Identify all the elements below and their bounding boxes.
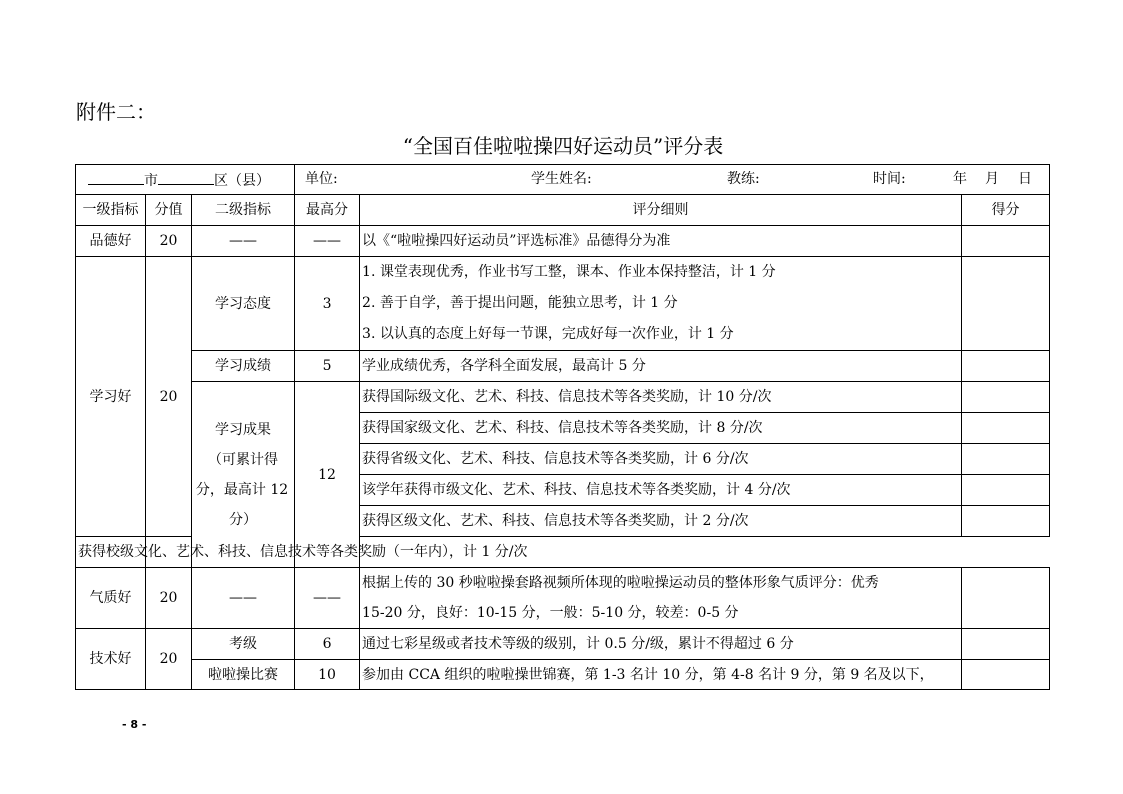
achievement-detail-3: 获得省级文化、艺术、科技、信息技术等各类奖励，计 6 分/次 (360, 444, 962, 475)
achievement-detail-2: 获得国家级文化、艺术、科技、信息技术等各类奖励，计 8 分/次 (360, 413, 962, 444)
meta-cell (295, 165, 1050, 195)
xuexi-name: 学习好 (76, 257, 146, 537)
achievements-max: 12 (295, 382, 360, 568)
achievements-name-line-1: 学习成果 (215, 421, 272, 438)
time-label: 时间: (873, 171, 906, 187)
jishu-sub-2: 啦啦操比赛 (192, 660, 295, 690)
jishu-sub-1: 考级 (192, 629, 295, 660)
page-number: - 8 - (122, 718, 147, 731)
jishu-max-2: 10 (295, 660, 360, 690)
attachment-label: 附件二： (76, 100, 156, 124)
row-jishu-1 (76, 629, 1050, 660)
jishu-score: 20 (146, 629, 192, 690)
qizhi-detail-line-2: 15-20 分，良好：10-15 分，一般：5-10 分，较差：0-5 分 (362, 605, 739, 621)
grades-detail: 学业成绩优秀，各学科全面发展，最高计 5 分 (360, 351, 962, 382)
row-qizhi (76, 568, 1050, 629)
pinde-max: —— (295, 226, 360, 257)
row-jishu-2 (76, 660, 1050, 690)
achievements-name-line-4: 分） (229, 511, 258, 528)
col-level2: 二级指标 (192, 195, 295, 226)
achievement-score-input-3[interactable] (962, 444, 1050, 475)
pinde-detail: 以《“啦啦操四好运动员”评选标准》品德得分为准 (360, 226, 962, 257)
achievements-name-line-2: （可累计得 (208, 451, 279, 468)
jishu-score-input-2[interactable] (962, 660, 1050, 690)
jishu-name: 技术好 (76, 629, 146, 690)
attitude-name: 学习态度 (192, 257, 295, 351)
qizhi-max: —— (295, 568, 360, 629)
form-title: “全国百佳啦啦操四好运动员”评分表 (402, 134, 724, 158)
jishu-detail-2: 参加由 CCA 组织的啦啦操世锦赛，第 1-3 名计 10 分，第 4-8 名计 9 分，第 9 名及以下， (360, 660, 962, 690)
grades-name: 学习成绩 (192, 351, 295, 382)
achievements-name (192, 382, 295, 568)
achievement-detail-6: 获得校级文化、艺术、科技、信息技术等各类奖励（一年内），计 1 分/次 (76, 537, 146, 568)
achievement-score-input-5[interactable] (962, 506, 1050, 537)
column-header-row (76, 195, 1050, 226)
pinde-name: 品德好 (76, 226, 146, 257)
qizhi-detail (360, 568, 962, 629)
col-score: 分值 (146, 195, 192, 226)
info-row (76, 165, 1050, 195)
qizhi-detail-line-1: 根据上传的 30 秒啦啦操套路视频所体现的啦啦操运动员的整体形象气质评分：优秀 (362, 575, 879, 591)
attitude-detail-3: 3. 以认真的态度上好每一节课，完成好每一次作业，计 1 分 (362, 326, 734, 342)
city-suffix: 市 (144, 173, 158, 189)
col-level1: 一级指标 (76, 195, 146, 226)
jishu-detail-1: 通过七彩星级或者技术等级的级别，计 0.5 分/级，累计不得超过 6 分 (360, 629, 962, 660)
qizhi-score-input[interactable] (962, 568, 1050, 629)
col-detail: 评分细则 (360, 195, 962, 226)
score-table (75, 164, 1050, 690)
coach-label: 教练: (727, 171, 760, 187)
month-label: 月 (985, 171, 1000, 187)
achievement-detail-4: 该学年获得市级文化、艺术、科技、信息技术等各类奖励，计 4 分/次 (360, 475, 962, 506)
district-suffix: 区（县） (214, 173, 270, 189)
row-xuexi-grades (76, 351, 1050, 382)
grades-score-input[interactable] (962, 351, 1050, 382)
row-pinde (76, 226, 1050, 257)
jishu-score-input-1[interactable] (962, 629, 1050, 660)
achievement-detail-1: 获得国际级文化、艺术、科技、信息技术等各类奖励，计 10 分/次 (360, 382, 962, 413)
region-cell (76, 165, 295, 195)
xuexi-score: 20 (146, 257, 192, 537)
pinde-score: 20 (146, 226, 192, 257)
achievement-score-input-4[interactable] (962, 475, 1050, 506)
row-achieve-1 (76, 382, 1050, 413)
col-max: 最高分 (295, 195, 360, 226)
district-blank[interactable] (158, 170, 214, 185)
achievements-name-line-3: 分，最高计 12 (195, 481, 289, 498)
attitude-details (360, 257, 962, 351)
city-blank[interactable] (88, 170, 144, 185)
grades-max: 5 (295, 351, 360, 382)
year-label: 年 (953, 171, 968, 187)
col-got: 得分 (962, 195, 1050, 226)
attitude-score-input[interactable] (962, 257, 1050, 351)
qizhi-sub: —— (192, 568, 295, 629)
jishu-max-1: 6 (295, 629, 360, 660)
row-xuexi-attitude-1 (76, 257, 1050, 288)
qizhi-name: 气质好 (76, 568, 146, 629)
attitude-detail-1: 1. 课堂表现优秀，作业书写工整，课本、作业本保持整洁，计 1 分 (362, 264, 776, 280)
pinde-score-input[interactable] (962, 226, 1050, 257)
pinde-sub: —— (192, 226, 295, 257)
achievement-score-input-1[interactable] (962, 382, 1050, 413)
qizhi-score: 20 (146, 568, 192, 629)
achievement-detail-5: 获得区级文化、艺术、科技、信息技术等各类奖励，计 2 分/次 (360, 506, 962, 537)
day-label: 日 (1018, 171, 1033, 187)
attitude-detail-2: 2. 善于自学，善于提出问题，能独立思考，计 1 分 (362, 295, 678, 311)
student-label: 学生姓名: (531, 171, 592, 187)
unit-label: 单位: (305, 171, 338, 187)
achievement-score-input-2[interactable] (962, 413, 1050, 444)
attitude-max: 3 (295, 257, 360, 351)
